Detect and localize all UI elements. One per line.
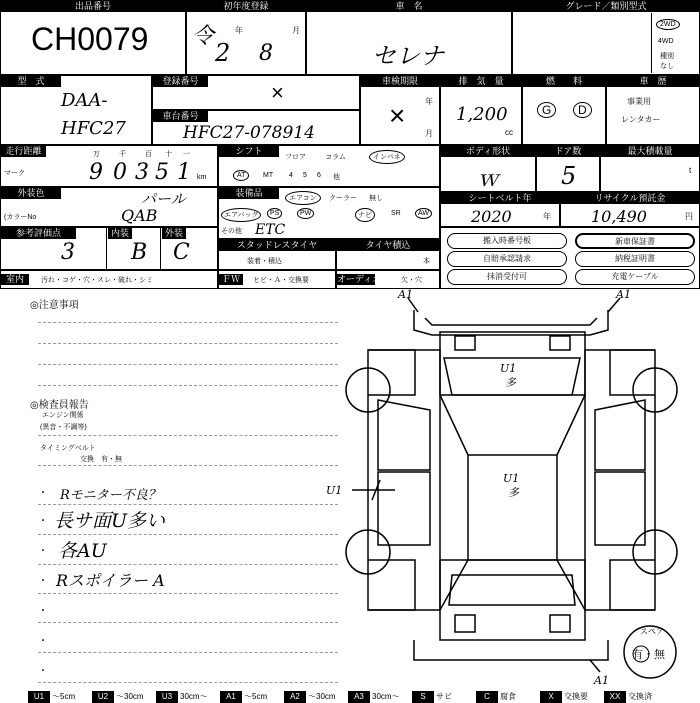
legend-key-6: S [412, 691, 434, 703]
doors-label: ドア数 [537, 146, 599, 157]
bullet-5-dot: ・ [38, 606, 48, 617]
body-value: ｗ [477, 167, 500, 192]
legend-value-1: 〜30cm [116, 692, 144, 701]
rear-bumper [414, 640, 608, 660]
grille [455, 336, 570, 350]
mileage-digit-3: 3 [135, 160, 149, 185]
equip-other-label: その他 [221, 228, 242, 235]
legend-value-9: 交換済 [628, 692, 652, 701]
history-rental: レンタカー [621, 115, 661, 124]
drive-4wd: 4WD [658, 38, 674, 45]
legend-key-0: U1 [28, 691, 50, 703]
lot-number: CH0079 [31, 21, 149, 57]
interior-label: 内装 [108, 228, 132, 239]
legend-key-7: C [476, 691, 498, 703]
legend-key-5: A3 [348, 691, 370, 703]
mark-left: U1 [326, 484, 343, 497]
chassis-label: 車台番号 [153, 111, 208, 122]
timing-sub: 交換 有・無 [80, 456, 122, 463]
shift-other: 他 [333, 174, 340, 181]
legend-value-7: 腐食 [500, 692, 516, 701]
belt-unit: 年 [543, 212, 551, 221]
legend-key-3: A1 [220, 691, 242, 703]
fw-label: ＦＷ [219, 274, 243, 285]
bullet-7-dot: ・ [38, 666, 48, 677]
shift-6: 6 [317, 172, 321, 179]
model-line-2: HFC27 [61, 118, 126, 139]
model-line-1: DAA- [61, 90, 108, 111]
belt-value: 2020 [471, 207, 512, 226]
carname-label: 車 名 [307, 1, 511, 12]
unit-sen: 千 [119, 151, 126, 158]
room-label: 室内 [1, 274, 29, 285]
equip-airbag: エアバッグ [221, 208, 261, 222]
mileage-digit-5: 1 [177, 160, 191, 185]
legend-key-2: U3 [156, 691, 178, 703]
drive-2wd: 2WD [656, 19, 680, 30]
left-side-mark [352, 480, 395, 500]
eval-label: 参考評価点 [1, 228, 76, 239]
history-label: 車 歴 [607, 76, 699, 87]
engine-label: エンジン関係 [42, 412, 84, 419]
fw-text: ヒビ・Ａ・交換要 [253, 277, 309, 284]
color-no-label: (カラーNo [4, 214, 37, 221]
displacement-unit: cc [505, 128, 513, 137]
timing-label: タイミングベルト [40, 445, 96, 452]
mileage-label: 走行距離 [1, 146, 46, 157]
chassis-value: HFC27-078914 [183, 123, 315, 143]
roof [468, 455, 557, 560]
bullet-3-text: 各AU [58, 540, 107, 562]
inspection-value: × [389, 100, 406, 131]
spare-label: スペア [640, 627, 664, 636]
legend-value-8: 交換要 [564, 692, 588, 701]
mileage-mark: マーク [4, 170, 25, 177]
recycle-label: リサイクル預託金 [561, 193, 699, 204]
unit-man: 万 [93, 151, 100, 158]
studless-opts: 装着・積込 [247, 258, 282, 265]
check-warranty: 新車保証書 [575, 233, 695, 249]
legend-key-9: XX [604, 691, 626, 703]
recycle-unit: 円 [685, 212, 693, 221]
capacity-label: 最大積載量 [601, 146, 699, 157]
right-door-1 [595, 400, 645, 470]
exterior-label: 外装 [162, 228, 186, 239]
bullet-4-dot: ・ [38, 576, 48, 587]
front-mark-lines [408, 298, 620, 312]
reg-year-unit: 年 [235, 26, 243, 35]
legend-value-6: サビ [436, 692, 452, 701]
inspection-label: 車検期限 [361, 76, 439, 87]
model-label: 型 式 [1, 76, 61, 87]
left-door-1 [378, 400, 430, 470]
color-label: 外装色 [1, 188, 61, 199]
equip-aw: AW [415, 208, 432, 219]
legend-key-8: X [540, 691, 562, 703]
left-front-fender [368, 350, 415, 395]
unit-ju: 十 [165, 151, 172, 158]
equip-ps: PS [267, 208, 282, 219]
bullet-4-text: Rスポイラー A [56, 571, 165, 590]
mark-rear: A1 [594, 674, 609, 687]
legend-value-0: 〜5cm [52, 692, 76, 701]
body-label: ボディ形状 [441, 146, 535, 157]
equip-none: 無し [369, 195, 383, 202]
bullet-1-dot: ・ [38, 488, 48, 499]
reg-year: 2 [215, 39, 231, 67]
bullet-6-dot: ・ [38, 636, 48, 647]
kind-value: なし [660, 63, 674, 70]
shift-column: コラム [325, 154, 346, 161]
shift-mt: MT [263, 172, 274, 179]
mileage-digit-4: 5 [155, 160, 169, 185]
equip-pw: PW [297, 208, 314, 219]
inspection-month: 月 [425, 129, 433, 138]
legend-value-2: 30cm〜 [180, 692, 208, 701]
check-tax: 納税証明書 [575, 251, 695, 267]
eval-value: 3 [61, 240, 75, 265]
mark-hood: U1 [500, 362, 517, 375]
history-business: 事業用 [627, 97, 651, 106]
legend-value-4: 〜30cm [308, 692, 336, 701]
shift-floor: フロア [285, 154, 306, 161]
rear-lights [455, 615, 570, 632]
engine-sub: (異音・不調等) [40, 424, 87, 431]
reg-month: 8 [259, 41, 273, 66]
reg-month-unit: 月 [292, 26, 300, 35]
mark-front-right: A1 [616, 288, 631, 301]
equip-sr: SR [391, 210, 401, 217]
check-cable: 充電ケーブル [575, 269, 695, 285]
legend-key-4: A2 [284, 691, 306, 703]
bullet-3-dot: ・ [38, 546, 48, 557]
shift-4: 4 [289, 172, 293, 179]
reg-no-label: 登録番号 [153, 76, 208, 87]
equip-cooler: クーラー [329, 195, 357, 202]
fuel-d: D [573, 102, 592, 118]
grade-label: グレード／類別型式 [513, 1, 699, 12]
mark-hood-sub: 多 [505, 376, 516, 389]
reg-no-value: × [271, 80, 284, 105]
mileage-digit-1: 9 [89, 160, 103, 185]
mark-front-left: A1 [398, 288, 413, 301]
rear-window [449, 575, 575, 605]
mark-roof-sub: 多 [508, 486, 519, 499]
fuel-g: G [537, 102, 556, 118]
interior-value: B [131, 240, 148, 265]
mileage-digit-2: 0 [113, 160, 127, 185]
shift-5: 5 [303, 172, 307, 179]
unit-hyaku: 百 [145, 151, 152, 158]
color-value: パール [141, 190, 186, 208]
legend-value-3: 〜5cm [244, 692, 268, 701]
left-rear-fender [368, 560, 415, 610]
roof-diag [440, 395, 585, 610]
check-massho: 抹消受付可 [447, 269, 567, 285]
bullet-2-text: 長サ面U多い [54, 510, 166, 532]
bullet-2-dot: ・ [38, 516, 48, 527]
check-jibai: 自賠承認請求 [447, 251, 567, 267]
rear-mark-line [590, 660, 600, 672]
audio-label: オーディオ [337, 274, 382, 284]
equip-aircon: エアコン [285, 191, 321, 205]
inspection-year: 年 [425, 97, 433, 106]
spare-value: 有・無 [632, 649, 665, 661]
kind-label: 種別 [660, 53, 674, 60]
front-bumper-inner [425, 318, 597, 325]
equip-label: 装備品 [219, 188, 279, 199]
notes-title: ◎注意事項 [30, 300, 79, 311]
studless-label: スタッドレスタイヤ [219, 240, 335, 251]
legend-key-1: U2 [92, 691, 114, 703]
capacity-unit: t [689, 166, 692, 175]
recycle-value: 10,490 [591, 207, 647, 226]
tire-unit: 本 [423, 258, 430, 265]
unit-ichi: 一 [183, 151, 190, 158]
shift-inpane: インパネ [369, 150, 405, 164]
reg-era: 令 [192, 24, 215, 49]
color-no: QAB [121, 206, 158, 225]
audio-text: 欠・穴 [401, 277, 422, 284]
check-plate: 搬入時番号板 [447, 233, 567, 249]
car-name: セレナ [372, 42, 444, 70]
shift-at: AT [233, 170, 249, 181]
belt-label: シートベルト年 [441, 193, 559, 204]
tire-label: タイヤ積込 [337, 240, 439, 251]
displacement-value: 1,200 [456, 104, 508, 125]
reg-label: 初年度登録 [187, 1, 305, 12]
fuel-label: 燃 料 [523, 76, 605, 87]
mileage-unit: km [197, 174, 207, 181]
equip-navi: ナビ [355, 208, 375, 222]
lot-label: 出品番号 [1, 1, 185, 12]
exterior-value: C [173, 240, 190, 265]
displacement-label: 排 気 量 [441, 76, 521, 87]
legend-value-5: 30cm〜 [372, 692, 400, 701]
room-text: 汚れ・コゲ・穴・スレ・破れ・シミ [41, 277, 153, 284]
right-rear-fender [610, 560, 655, 610]
shift-label: シフト [219, 146, 279, 157]
bullet-1-text: Rモニター不良？ [60, 488, 161, 503]
doors-value: 5 [561, 162, 577, 190]
right-door-2 [595, 472, 645, 545]
left-door-2 [378, 472, 430, 545]
equip-other-value: ETC [255, 222, 286, 238]
mark-roof: U1 [503, 472, 520, 485]
inspector-title: ◎検査員報告 [30, 400, 89, 411]
